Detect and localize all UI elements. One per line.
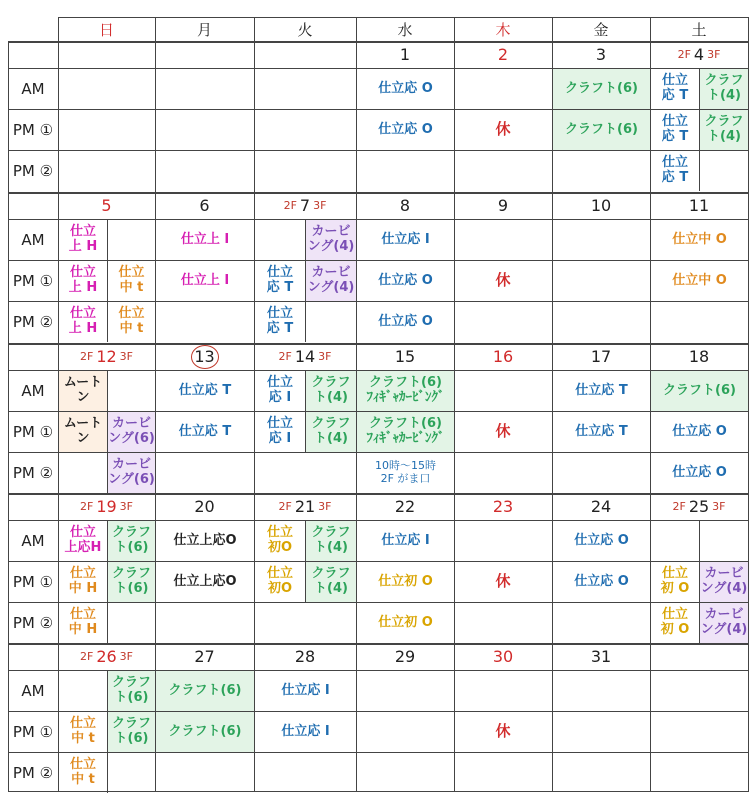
day-number-cell <box>454 192 552 219</box>
week-border <box>8 493 748 495</box>
schedule-entry[interactable] <box>357 261 454 301</box>
day-number-cell <box>552 493 650 520</box>
header-top-border <box>58 17 748 18</box>
schedule-entry[interactable] <box>651 261 748 301</box>
day-number-cell <box>650 192 748 219</box>
slot-row-border <box>8 150 748 151</box>
day-number-cell <box>454 343 552 370</box>
schedule-entry[interactable] <box>357 110 454 150</box>
day-number-cell <box>356 643 454 670</box>
week-border <box>8 343 748 345</box>
slot-row-border <box>8 752 748 753</box>
schedule-entry[interactable] <box>108 671 155 711</box>
schedule-entry-text: 仕立応 O <box>378 121 433 137</box>
floor-2f-label: 2F <box>283 199 297 212</box>
schedule-entry[interactable] <box>357 412 454 452</box>
day-number-cell <box>58 493 155 520</box>
schedule-entry[interactable] <box>553 412 650 452</box>
day-number-cell <box>58 192 155 219</box>
day-number-cell <box>650 41 748 68</box>
day-number-cell <box>552 41 650 68</box>
schedule-entry[interactable] <box>357 562 454 602</box>
split-divider <box>699 150 700 191</box>
schedule-entry-text: クラフト(6) ﾌｨｷﾞｬｶｰﾋﾞﾝｸﾞ <box>366 416 445 446</box>
split-divider <box>305 301 306 342</box>
schedule-entry[interactable] <box>59 371 107 411</box>
day-number: 27 <box>194 647 215 666</box>
schedule-entry-text: カービ ング(4) <box>700 566 748 596</box>
day-number-cell <box>155 192 254 219</box>
schedule-entry[interactable] <box>255 671 356 711</box>
day-number-cell <box>356 493 454 520</box>
schedule-entry[interactable] <box>156 220 254 260</box>
schedule-entry-text: 仕立 上 H <box>68 265 98 295</box>
day-number: 25 <box>688 497 710 516</box>
schedule-entry-text: カービ ング(4) <box>700 607 748 637</box>
schedule-entry[interactable] <box>255 261 305 301</box>
day-number-cell <box>454 41 552 68</box>
time-slot-label: AM <box>21 230 45 249</box>
schedule-entry[interactable] <box>156 712 254 752</box>
schedule-entry[interactable] <box>59 220 107 260</box>
schedule-entry-text: 仕立 応 I <box>266 375 293 405</box>
schedule-entry[interactable] <box>108 261 155 301</box>
day-number-cell <box>155 643 254 670</box>
schedule-entry-text: 仕立応 O <box>672 464 727 480</box>
day-number: 11 <box>688 196 710 215</box>
schedule-entry-text: クラフ ト(4) <box>311 566 351 596</box>
schedule-entry-text: 仕立応 I <box>381 231 430 247</box>
schedule-entry[interactable] <box>553 562 650 602</box>
weekday-header: 水 <box>397 20 413 39</box>
time-slot-label: PM ① <box>12 422 54 441</box>
schedule-entry-text: 仕立 初 O <box>660 566 690 596</box>
schedule-entry[interactable] <box>651 412 748 452</box>
day-number: 30 <box>492 647 514 666</box>
schedule-entry-text: クラフ ト(6) <box>111 566 151 596</box>
schedule-entry[interactable] <box>156 671 254 711</box>
day-row-border <box>8 670 748 671</box>
day-number: 7 <box>299 196 311 215</box>
day-number: 18 <box>688 347 710 366</box>
schedule-entry-text: 仕立応 I <box>281 723 330 739</box>
schedule-entry[interactable] <box>700 562 748 602</box>
day-number: 21 <box>294 497 316 516</box>
time-slot-label: PM ② <box>12 312 54 331</box>
slot-row-border <box>8 411 748 412</box>
day-number: 14 <box>294 347 316 366</box>
schedule-entry[interactable] <box>59 261 107 301</box>
schedule-entry-text: 仕立応 T <box>178 382 232 398</box>
schedule-entry-text: カービ ング(6) <box>108 457 155 487</box>
schedule-entry[interactable] <box>156 412 254 452</box>
day-number-cell <box>454 493 552 520</box>
schedule-entry-text: 仕立 上 H <box>68 224 98 254</box>
schedule-entry[interactable] <box>700 69 748 109</box>
schedule-entry[interactable] <box>108 712 155 752</box>
day-number-cell <box>552 192 650 219</box>
day-number: 28 <box>294 647 316 666</box>
schedule-entry-text: ムートン <box>63 416 103 446</box>
schedule-entry-text: 仕立 中 t <box>69 757 96 787</box>
schedule-entry-text: 仕立上 I <box>180 231 230 247</box>
schedule-entry-text: 10時～15時 2F がま口 <box>375 459 436 485</box>
schedule-entry[interactable] <box>306 371 356 411</box>
day-number: 15 <box>394 347 416 366</box>
schedule-entry-text: 仕立 上 H <box>68 306 98 336</box>
schedule-entry-text: クラフト(6) <box>168 682 242 698</box>
day-number-cell <box>58 41 155 68</box>
day-number-cell <box>356 343 454 370</box>
day-number: 3 <box>595 45 607 64</box>
schedule-entry-text: 仕立応 O <box>672 423 727 439</box>
schedule-entry-text: 仕立 初O <box>266 566 293 596</box>
day-number: 19 <box>96 497 117 516</box>
schedule-entry[interactable] <box>59 753 107 793</box>
column-border <box>254 17 255 792</box>
floor-2f-label: 2F <box>79 650 94 663</box>
day-row-border <box>8 219 748 220</box>
schedule-entry[interactable] <box>255 521 305 561</box>
day-number: 4 <box>693 45 705 64</box>
schedule-entry[interactable] <box>108 562 155 602</box>
schedule-entry[interactable] <box>553 69 650 109</box>
floor-3f-label: 3F <box>119 500 133 513</box>
schedule-entry[interactable] <box>553 371 650 411</box>
day-number: 29 <box>394 647 416 666</box>
schedule-entry[interactable] <box>59 603 107 643</box>
schedule-entry[interactable] <box>553 110 650 150</box>
day-number: 5 <box>101 196 112 215</box>
time-slot-label: PM ② <box>12 613 54 632</box>
time-slot-label: PM ② <box>12 463 54 482</box>
schedule-entry-text: 仕立上応O <box>173 573 237 589</box>
day-number: 9 <box>497 196 509 215</box>
schedule-entry[interactable] <box>553 521 650 561</box>
schedule-entry[interactable] <box>357 521 454 561</box>
floor-2f-label: 2F <box>677 48 691 61</box>
week-border <box>8 643 748 645</box>
schedule-entry-text: 仕立中 O <box>672 272 727 288</box>
header-bottom-border <box>8 41 748 43</box>
schedule-entry[interactable] <box>59 412 107 452</box>
time-slot-label: PM ② <box>12 161 54 180</box>
day-row-border <box>8 370 748 371</box>
day-number: 2 <box>497 45 509 64</box>
schedule-entry[interactable] <box>59 712 107 752</box>
schedule-entry[interactable] <box>357 69 454 109</box>
day-number-cell <box>155 343 254 370</box>
day-number: 17 <box>590 347 612 366</box>
schedule-entry[interactable] <box>651 151 699 191</box>
day-number: 8 <box>399 196 411 215</box>
slot-row-border <box>8 301 748 302</box>
day-number-cell <box>552 343 650 370</box>
day-number: 31 <box>590 647 612 666</box>
schedule-entry-text: 仕立 中 t <box>69 716 96 746</box>
schedule-entry-text: カービ ング(6) <box>108 416 155 446</box>
time-slot-label: PM ① <box>12 271 54 290</box>
table-bottom-border <box>8 791 748 792</box>
schedule-entry[interactable] <box>306 261 356 301</box>
split-divider <box>699 520 700 561</box>
schedule-entry[interactable] <box>651 562 699 602</box>
schedule-entry-text: クラフト(6) <box>565 80 638 96</box>
schedule-entry-text: 仕立応 T <box>178 423 232 439</box>
schedule-entry-text: クラフト(6) <box>663 382 736 398</box>
schedule-entry[interactable] <box>156 521 254 561</box>
time-slot-label: PM ② <box>12 763 54 782</box>
floor-2f-label: 2F <box>79 350 94 363</box>
weekday-header: 木 <box>495 20 511 39</box>
schedule-entry[interactable] <box>255 562 305 602</box>
slot-row-border <box>8 561 748 562</box>
schedule-entry[interactable] <box>108 412 155 452</box>
schedule-entry[interactable] <box>156 261 254 301</box>
weekday-header: 火 <box>297 20 313 39</box>
week-border <box>8 192 748 194</box>
day-number-cell <box>356 192 454 219</box>
floor-3f-label: 3F <box>707 48 721 61</box>
split-divider <box>107 370 108 411</box>
slot-row-border <box>8 602 748 603</box>
schedule-entry-text: 仕立初 O <box>378 573 433 589</box>
schedule-entry-text: 仕立応 I <box>281 682 330 698</box>
floor-3f-label: 3F <box>119 650 133 663</box>
schedule-entry-text: 仕立 応 I <box>266 416 293 446</box>
schedule-entry-text: 仕立中 O <box>672 231 727 247</box>
schedule-entry-text: クラフト(6) <box>168 723 242 739</box>
day-number: 6 <box>199 196 210 215</box>
schedule-entry-text: クラフ ト(6) <box>111 716 151 746</box>
time-slot-label: AM <box>21 381 45 400</box>
time-slot-label: AM <box>21 681 45 700</box>
time-slot-label: PM ① <box>12 120 54 139</box>
closed-day-mark: 休 <box>495 270 511 289</box>
schedule-entry-text: 仕立応 O <box>378 272 433 288</box>
schedule-entry-text: クラフ ト(6) <box>111 525 151 555</box>
slot-row-border <box>8 711 748 712</box>
day-number-cell <box>650 643 748 670</box>
schedule-entry-text: 仕立応 I <box>381 532 430 548</box>
schedule-entry[interactable] <box>651 453 748 493</box>
split-divider <box>107 752 108 793</box>
schedule-entry-text: 仕立初 O <box>378 614 433 630</box>
schedule-entry[interactable] <box>357 302 454 342</box>
floor-2f-label: 2F <box>672 500 686 513</box>
schedule-entry-text: クラフ ト(4) <box>311 375 351 405</box>
floor-2f-label: 2F <box>278 500 292 513</box>
schedule-entry-text: 仕立 応 T <box>661 73 689 103</box>
day-number: 10 <box>590 196 612 215</box>
schedule-entry[interactable] <box>255 712 356 752</box>
schedule-entry[interactable] <box>306 521 356 561</box>
column-border <box>356 17 357 792</box>
schedule-entry-text: クラフ ト(4) <box>311 525 351 555</box>
column-border <box>454 17 455 792</box>
schedule-entry-text: 仕立応 O <box>574 532 629 548</box>
time-slot-label: PM ① <box>12 722 54 741</box>
floor-3f-label: 3F <box>318 350 332 363</box>
schedule-entry[interactable] <box>357 371 454 411</box>
schedule-entry[interactable] <box>108 302 155 342</box>
schedule-entry-text: 仕立上応O <box>173 532 237 548</box>
schedule-entry-text: 仕立 中 t <box>118 265 145 295</box>
floor-2f-label: 2F <box>278 350 292 363</box>
day-number-cell <box>356 41 454 68</box>
schedule-entry-text: 仕立上 I <box>180 272 230 288</box>
schedule-entry-text: クラフ ト(4) <box>704 73 744 103</box>
day-number: 23 <box>492 497 514 516</box>
schedule-entry-text: 仕立 中 H <box>68 566 98 596</box>
floor-3f-label: 3F <box>318 500 332 513</box>
schedule-entry-text: 仕立 初O <box>266 525 293 555</box>
column-border <box>155 17 156 792</box>
schedule-entry-text: 仕立 初 O <box>660 607 690 637</box>
day-number-cell <box>650 493 748 520</box>
schedule-entry-text: 仕立応 T <box>575 382 628 398</box>
day-number-cell <box>254 41 356 68</box>
slot-row-border <box>8 452 748 453</box>
split-divider <box>107 602 108 643</box>
schedule-entry-text: 仕立 応 T <box>266 265 294 295</box>
day-number-cell <box>58 643 155 670</box>
schedule-entry-text: 仕立 中 H <box>68 607 98 637</box>
day-number: 24 <box>590 497 612 516</box>
day-number: 1 <box>399 45 411 64</box>
schedule-entry[interactable] <box>108 521 155 561</box>
schedule-entry[interactable] <box>255 371 305 411</box>
column-border <box>552 17 553 792</box>
column-border <box>748 17 749 792</box>
schedule-entry-text: カービ ング(4) <box>307 224 355 254</box>
day-number-cell <box>650 343 748 370</box>
column-border <box>650 17 651 792</box>
column-border <box>8 41 9 792</box>
schedule-entry[interactable] <box>108 453 155 493</box>
column-border <box>58 17 59 792</box>
schedule-entry[interactable] <box>357 220 454 260</box>
schedule-entry-text: クラフト(6) ﾌｨｷﾞｬｶｰﾋﾞﾝｸﾞ <box>366 375 445 405</box>
schedule-entry-text: 仕立 中 t <box>118 306 145 336</box>
day-row-border <box>8 68 748 69</box>
schedule-entry[interactable] <box>651 603 699 643</box>
schedule-entry-text: クラフ ト(6) <box>111 675 151 705</box>
weekday-header: 金 <box>593 20 609 39</box>
schedule-entry[interactable] <box>59 302 107 342</box>
schedule-entry-text: 仕立応 O <box>378 80 433 96</box>
day-row-border <box>8 520 748 521</box>
schedule-entry-text: 仕立 上応H <box>64 525 102 555</box>
slot-row-border <box>8 260 748 261</box>
weekday-header: 土 <box>691 20 707 39</box>
schedule-entry[interactable] <box>255 412 305 452</box>
day-number: 12 <box>96 347 117 366</box>
schedule-entry-text: 仕立 応 T <box>661 114 689 144</box>
time-slot-label: AM <box>21 531 45 550</box>
weekday-header: 月 <box>196 20 212 39</box>
floor-3f-label: 3F <box>712 500 726 513</box>
schedule-entry-text: 仕立応 O <box>574 573 629 589</box>
floor-2f-label: 2F <box>79 500 94 513</box>
day-number-cell <box>254 192 356 219</box>
schedule-entry[interactable] <box>306 562 356 602</box>
floor-3f-label: 3F <box>119 350 133 363</box>
day-number-cell <box>155 41 254 68</box>
day-number: 20 <box>194 497 215 516</box>
schedule-entry[interactable] <box>700 603 748 643</box>
closed-day-mark: 休 <box>495 721 511 740</box>
time-slot-label: PM ① <box>12 572 54 591</box>
time-slot-label: AM <box>21 79 45 98</box>
schedule-entry[interactable] <box>255 302 305 342</box>
schedule-entry-text: 仕立応 T <box>575 423 628 439</box>
day-number-cell <box>254 643 356 670</box>
day-number: 26 <box>96 647 117 666</box>
closed-day-mark: 休 <box>495 421 511 440</box>
day-number-cell <box>58 343 155 370</box>
day-number-cell <box>155 493 254 520</box>
closed-day-mark: 休 <box>495 571 511 590</box>
schedule-entry[interactable] <box>156 562 254 602</box>
schedule-entry-text: 仕立 応 T <box>266 306 294 336</box>
schedule-entry-text: クラフ ト(4) <box>704 114 744 144</box>
schedule-entry-text: 仕立応 O <box>378 313 433 329</box>
schedule-entry-text: ムートン <box>63 375 103 405</box>
day-number-cell <box>254 343 356 370</box>
split-divider <box>107 219 108 260</box>
schedule-entry[interactable] <box>651 110 699 150</box>
schedule-entry[interactable] <box>651 371 748 411</box>
day-number-cell <box>552 643 650 670</box>
schedule-entry[interactable] <box>306 220 356 260</box>
schedule-entry[interactable] <box>700 110 748 150</box>
schedule-entry[interactable] <box>306 412 356 452</box>
schedule-entry[interactable] <box>651 69 699 109</box>
day-number-cell <box>254 493 356 520</box>
day-number: 13 <box>191 345 219 369</box>
day-number: 16 <box>492 347 514 366</box>
closed-day-mark: 休 <box>495 119 511 138</box>
schedule-entry[interactable] <box>156 371 254 411</box>
schedule-entry[interactable] <box>59 521 107 561</box>
floor-3f-label: 3F <box>313 199 327 212</box>
slot-row-border <box>8 109 748 110</box>
schedule-entry[interactable] <box>357 453 454 493</box>
schedule-entry-text: クラフト(6) <box>565 121 638 137</box>
schedule-entry[interactable] <box>59 562 107 602</box>
day-number-cell <box>454 643 552 670</box>
schedule-entry-text: クラフ ト(4) <box>311 416 351 446</box>
schedule-entry[interactable] <box>357 603 454 643</box>
schedule-entry[interactable] <box>651 220 748 260</box>
day-number: 22 <box>394 497 416 516</box>
schedule-entry-text: カービ ング(4) <box>307 265 355 295</box>
schedule-entry-text: 仕立 応 T <box>661 155 689 185</box>
weekday-header: 日 <box>98 20 114 39</box>
